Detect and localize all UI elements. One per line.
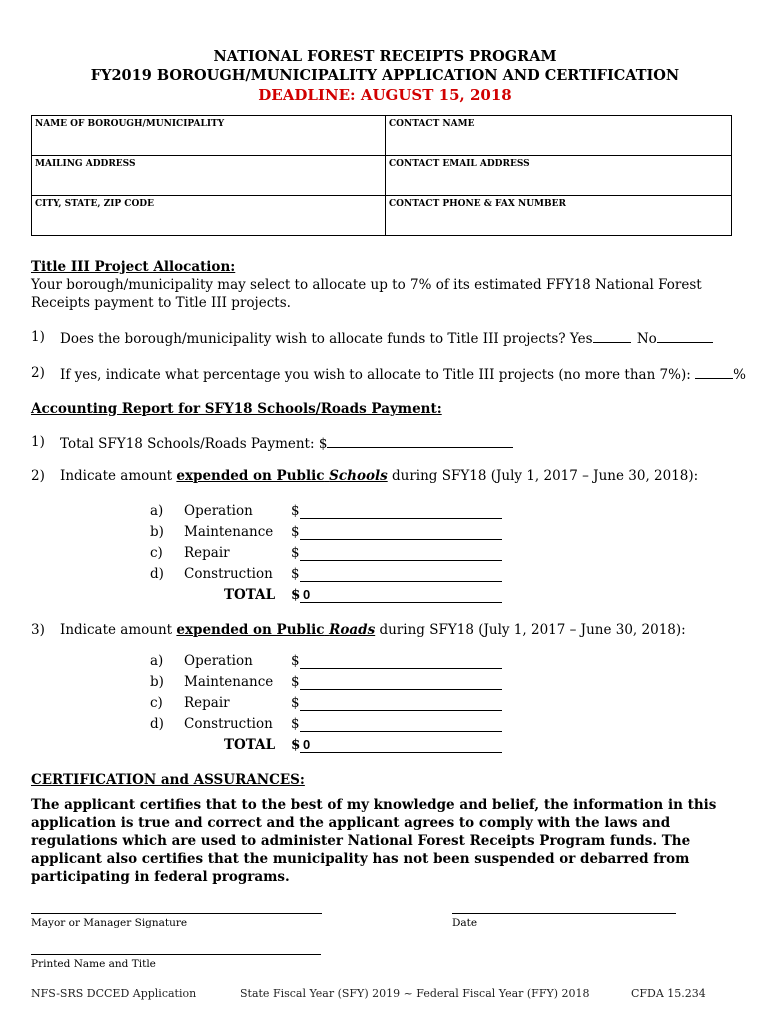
schools-construction-amount-blank[interactable] bbox=[300, 566, 502, 582]
schools-total-amount-blank[interactable] bbox=[300, 587, 502, 603]
contact-email-field[interactable] bbox=[386, 156, 732, 196]
dollar-sign: $ bbox=[291, 503, 300, 519]
deadline-text: DEADLINE: AUGUST 15, 2018 bbox=[258, 86, 512, 104]
total-payment-blank[interactable] bbox=[327, 433, 513, 448]
footer-center: State Fiscal Year (SFY) 2019 ~ Federal Fiscal Year (FFY) 2018 bbox=[240, 987, 590, 1000]
mailing-address-field[interactable] bbox=[32, 156, 386, 196]
contact-name-input[interactable] bbox=[389, 135, 732, 149]
sub-item-letter: c) bbox=[150, 545, 163, 561]
roads-repair-amount-blank[interactable] bbox=[300, 695, 502, 711]
form-title-line2: FY2019 BOROUGH/MUNICIPALITY APPLICATION AND CERTIFICATION bbox=[90, 67, 680, 84]
accounting-item1-number: 1) bbox=[31, 434, 45, 450]
roads-total-amount-blank[interactable] bbox=[300, 737, 502, 753]
mailing-address-input[interactable] bbox=[35, 175, 386, 189]
certification-heading: CERTIFICATION and ASSURANCES: bbox=[31, 772, 305, 788]
sub-item-letter: d) bbox=[150, 566, 164, 582]
title3-q1-yes-label: Yes bbox=[569, 331, 593, 347]
date-line[interactable] bbox=[452, 913, 676, 914]
accounting-heading: Accounting Report for SFY18 Schools/Roads Payment: bbox=[31, 401, 442, 417]
title3-q2-text: If yes, indicate what percentage you wish to allocate to Title III projects (no more than 7%): bbox=[60, 367, 691, 383]
contact-phone-field[interactable] bbox=[386, 196, 732, 236]
title3-q1-no-label: No bbox=[636, 331, 657, 347]
city-state-zip-field[interactable] bbox=[32, 196, 386, 236]
title3-intro: Your borough/municipality may select to allocate up to 7% of its estimated FFY18 National Forest Receipts payment to Title III projects. bbox=[31, 277, 702, 311]
title3-q2-number: 2) bbox=[31, 365, 45, 381]
schools-repair-amount-blank[interactable] bbox=[300, 545, 502, 561]
dollar-sign: $ bbox=[291, 524, 300, 540]
contact-phone-input[interactable] bbox=[389, 215, 732, 229]
mayor-signature-line[interactable] bbox=[31, 913, 322, 914]
sub-item-letter: a) bbox=[150, 653, 164, 669]
date-label: Date bbox=[452, 917, 478, 929]
dollar-sign: $ bbox=[291, 566, 300, 582]
roads-maintenance-amount-blank[interactable] bbox=[300, 674, 502, 690]
dollar-sign: $ bbox=[291, 587, 301, 603]
title3-q1-number: 1) bbox=[31, 329, 45, 345]
accounting-item1 bbox=[60, 433, 513, 453]
printed-name-label: Printed Name and Title bbox=[31, 958, 156, 970]
sub-item-letter: d) bbox=[150, 716, 164, 732]
item2-bold: expended on Public Schools bbox=[176, 468, 388, 484]
borough-name-input[interactable] bbox=[35, 135, 386, 149]
contact-phone-label: CONTACT PHONE & FAX NUMBER bbox=[389, 199, 566, 209]
item2-pre: Indicate amount bbox=[60, 468, 173, 484]
sub-item-label: Operation bbox=[184, 503, 253, 519]
dollar-sign: $ bbox=[291, 653, 300, 669]
total-label: TOTAL bbox=[224, 737, 276, 753]
accounting-item2-number: 2) bbox=[31, 468, 45, 484]
title3-q2 bbox=[60, 364, 746, 384]
printed-name-line[interactable] bbox=[31, 954, 321, 955]
sub-item-letter: b) bbox=[150, 524, 164, 540]
title3-q1 bbox=[60, 328, 713, 348]
sub-item-letter: c) bbox=[150, 695, 163, 711]
sub-item-label: Repair bbox=[184, 695, 230, 711]
item2-post: during SFY18 (July 1, 2017 – June 30, 2018): bbox=[391, 468, 699, 484]
sub-item-letter: a) bbox=[150, 503, 164, 519]
item3-bold: expended on Public Roads bbox=[176, 622, 376, 638]
sub-item-label: Repair bbox=[184, 545, 230, 561]
applicant-info-table bbox=[31, 115, 732, 236]
title3-percentage-blank[interactable] bbox=[695, 364, 733, 379]
city-state-zip-label: CITY, STATE, ZIP CODE bbox=[35, 199, 154, 209]
dollar-sign: $ bbox=[291, 716, 300, 732]
sub-item-label: Construction bbox=[184, 716, 273, 732]
footer-right: CFDA 15.234 bbox=[631, 987, 706, 1000]
accounting-item1-text: Total SFY18 Schools/Roads Payment: bbox=[60, 436, 315, 452]
contact-email-label: CONTACT EMAIL ADDRESS bbox=[389, 159, 530, 169]
title3-q1-text: Does the borough/municipality wish to allocate funds to Title III projects? bbox=[60, 331, 566, 347]
form-title-line1: NATIONAL FOREST RECEIPTS PROGRAM bbox=[213, 48, 557, 65]
borough-name-field[interactable] bbox=[32, 116, 386, 156]
schools-operation-amount-blank[interactable] bbox=[300, 503, 502, 519]
mayor-signature-label: Mayor or Manager Signature bbox=[31, 917, 188, 929]
contact-email-input[interactable] bbox=[389, 175, 732, 189]
dollar-sign: $ bbox=[291, 695, 300, 711]
contact-name-field[interactable] bbox=[386, 116, 732, 156]
roads-construction-amount-blank[interactable] bbox=[300, 716, 502, 732]
schools-maintenance-amount-blank[interactable] bbox=[300, 524, 502, 540]
roads-total-value: 0 bbox=[303, 737, 311, 752]
roads-operation-amount-blank[interactable] bbox=[300, 653, 502, 669]
sub-item-label: Maintenance bbox=[184, 524, 274, 540]
certification-text: The applicant certifies that to the best of my knowledge and belief, the information in this application is true and correct and the applicant agrees to comply with the laws and regulations which are used to administer National Forest Receipts Program funds. The applicant also certifies that the municipality has not been suspended or debarred from participating in federal programs. bbox=[31, 797, 717, 885]
schools-total-value: 0 bbox=[303, 587, 311, 602]
sub-item-label: Maintenance bbox=[184, 674, 274, 690]
total-label: TOTAL bbox=[224, 587, 276, 603]
title3-no-blank[interactable] bbox=[657, 328, 713, 343]
sub-item-label: Operation bbox=[184, 653, 253, 669]
title3-heading: Title III Project Allocation: bbox=[31, 259, 236, 275]
city-state-zip-input[interactable] bbox=[35, 215, 386, 229]
dollar-sign: $ bbox=[291, 737, 301, 753]
borough-name-label: NAME OF BOROUGH/MUNICIPALITY bbox=[35, 119, 225, 129]
accounting-item2 bbox=[60, 467, 698, 485]
accounting-item3-number: 3) bbox=[31, 622, 45, 638]
footer-left: NFS-SRS DCCED Application bbox=[31, 987, 197, 1000]
item3-pre: Indicate amount bbox=[60, 622, 173, 638]
sub-item-label: Construction bbox=[184, 566, 273, 582]
contact-name-label: CONTACT NAME bbox=[389, 119, 475, 129]
dollar-sign: $ bbox=[318, 436, 328, 452]
dollar-sign: $ bbox=[291, 674, 300, 690]
dollar-sign: $ bbox=[291, 545, 300, 561]
sub-item-letter: b) bbox=[150, 674, 164, 690]
item3-post: during SFY18 (July 1, 2017 – June 30, 2018): bbox=[379, 622, 686, 638]
title3-yes-blank[interactable] bbox=[593, 328, 631, 343]
mailing-address-label: MAILING ADDRESS bbox=[35, 159, 136, 169]
accounting-item3 bbox=[60, 621, 686, 639]
percent-sign: % bbox=[733, 367, 746, 383]
